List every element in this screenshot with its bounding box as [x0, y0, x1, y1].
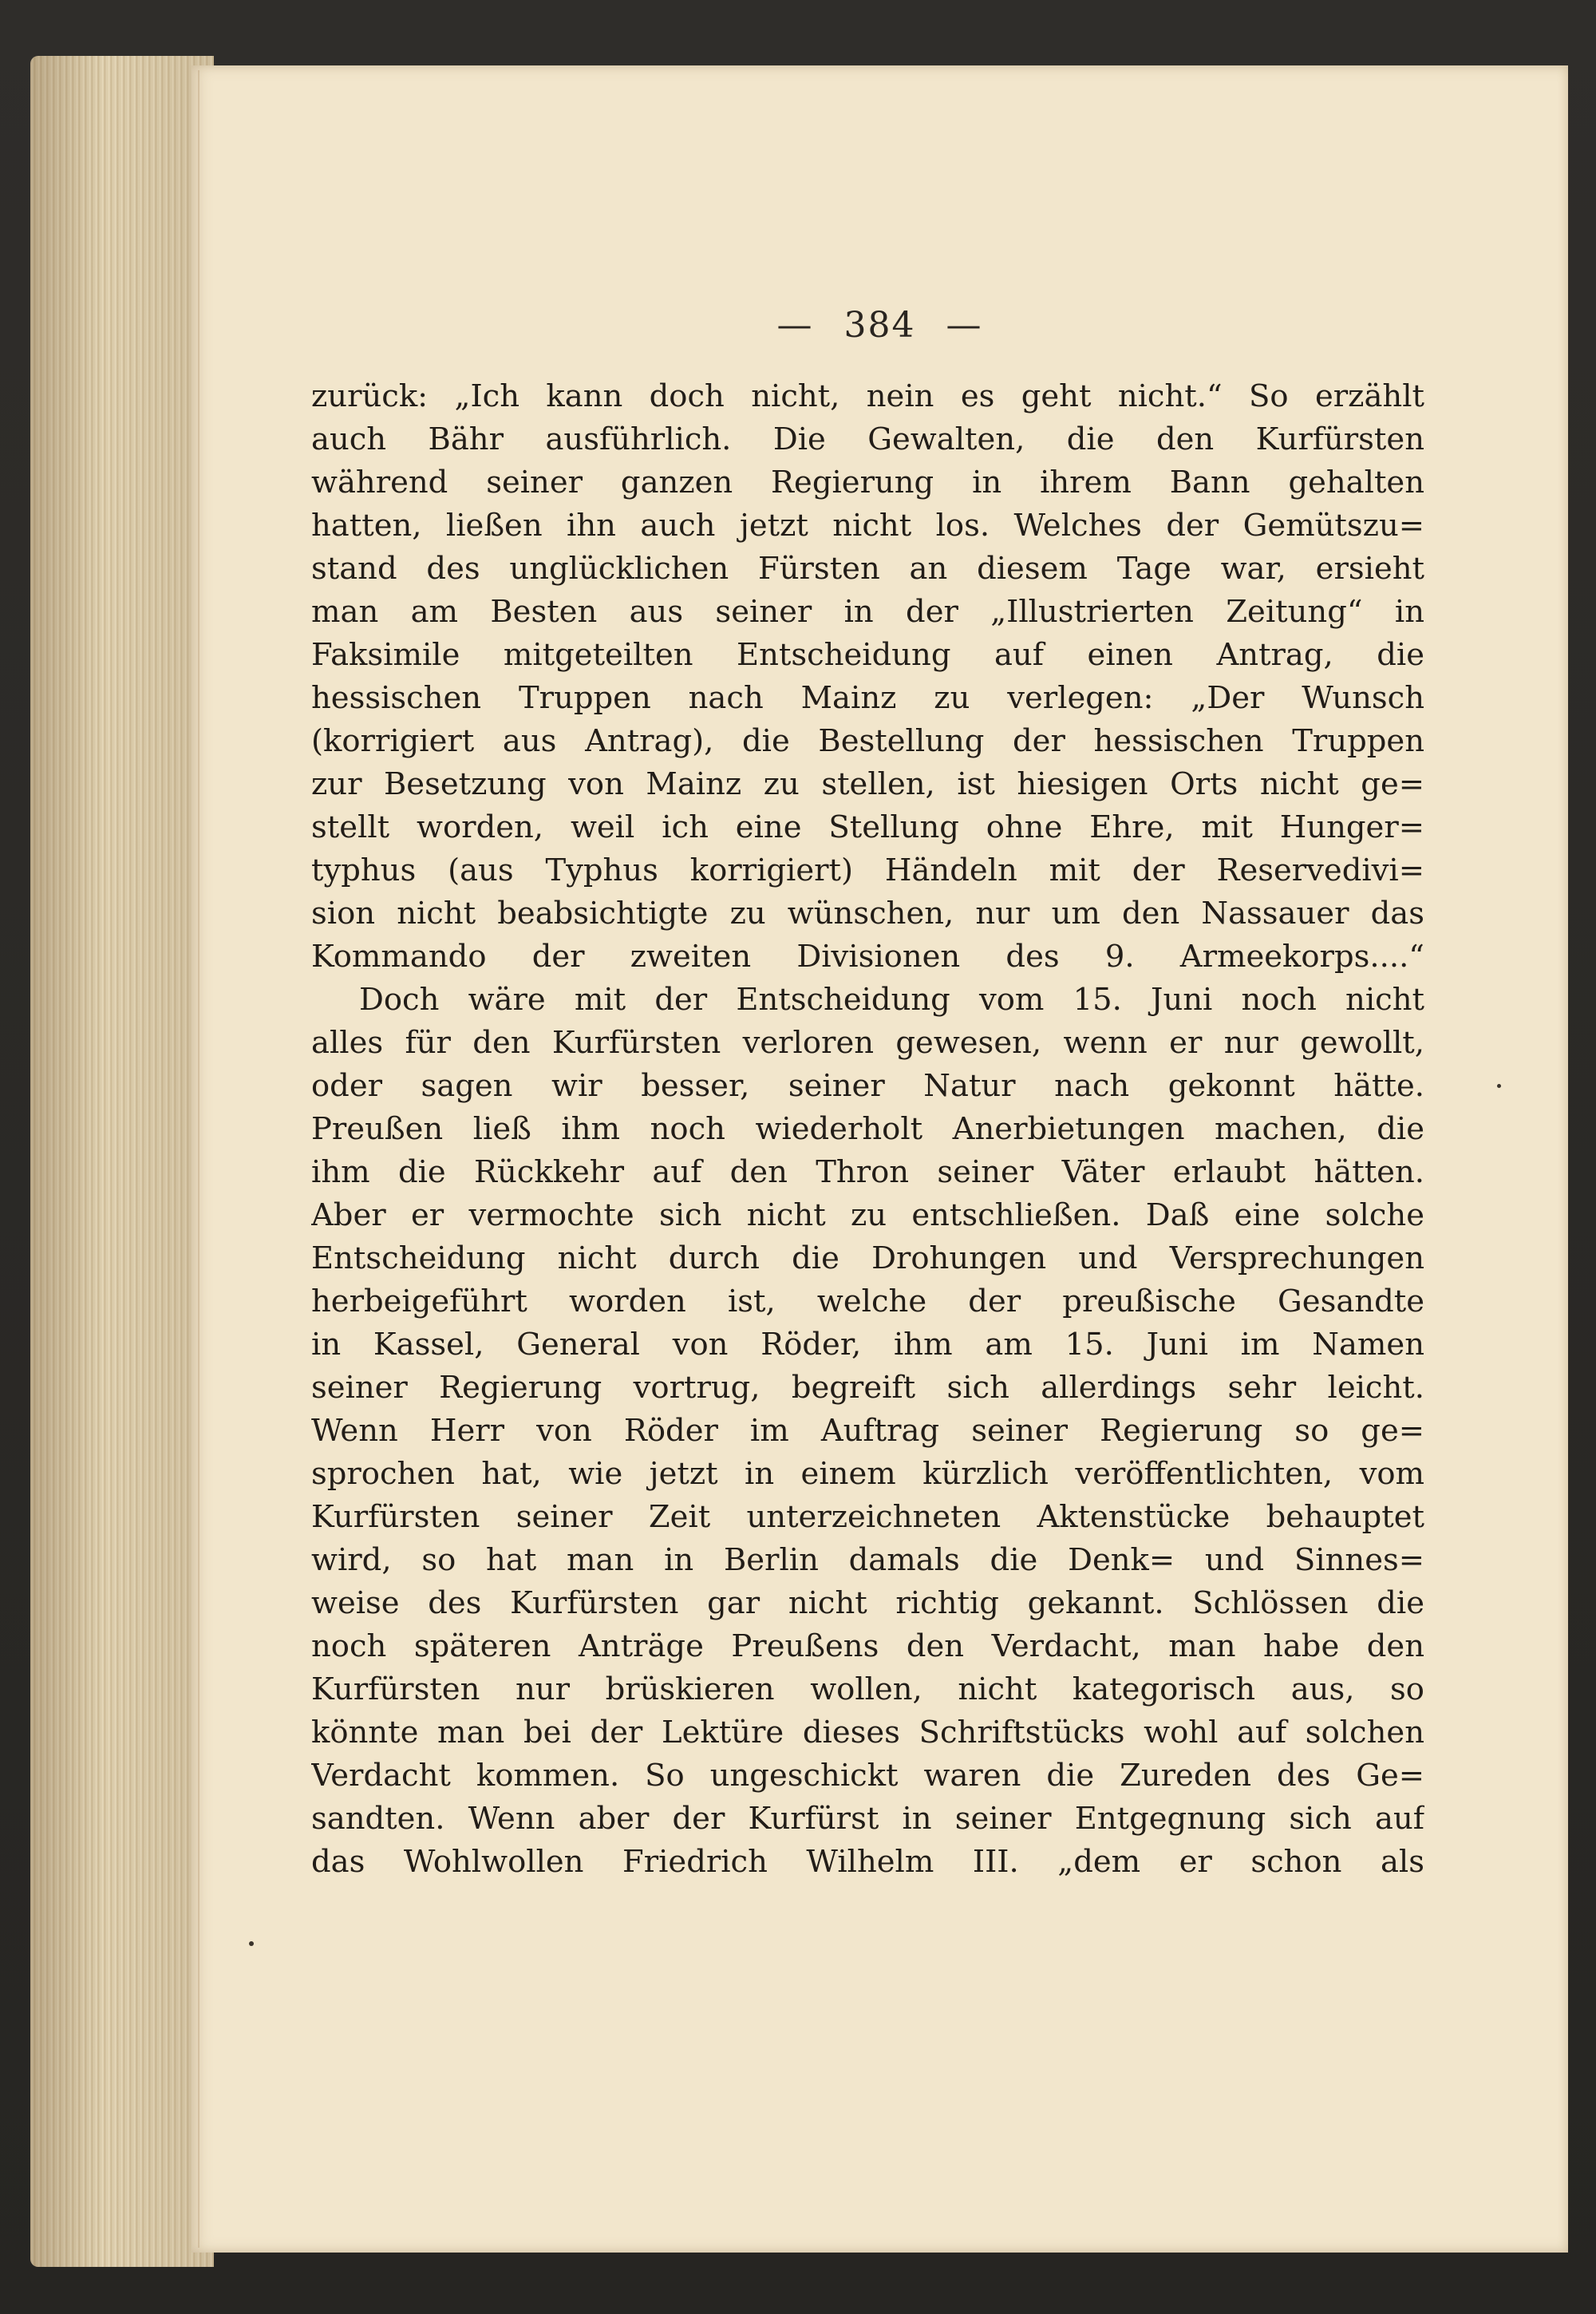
- text-line: Verdacht kommen. So ungeschickt waren die Zureden des Ge=: [311, 1758, 1424, 1794]
- text-line: Faksimile mitgeteilten Entscheidung auf einen Antrag, die: [311, 637, 1424, 673]
- text-line: ihm die Rückkehr auf den Thron seiner Väter erlaubt hätten.: [311, 1154, 1424, 1190]
- text-line: man am Besten aus seiner in der „Illustrierten Zeitung“ in: [311, 594, 1424, 630]
- text-line: Kurfürsten nur brüskieren wollen, nicht kategorisch aus, so: [311, 1671, 1424, 1707]
- text-line: Wenn Herr von Röder im Auftrag seiner Regierung so ge=: [311, 1413, 1424, 1449]
- text-line-paragraph-start: Doch wäre mit der Entscheidung vom 15. Juni noch nicht: [359, 982, 1424, 1018]
- text-line: alles für den Kurfürsten verloren gewesen, wenn er nur gewollt,: [311, 1025, 1424, 1061]
- text-line: hessischen Truppen nach Mainz zu verlegen: „Der Wunsch: [311, 680, 1424, 716]
- text-line: (korrigiert aus Antrag), die Bestellung der hessischen Truppen: [311, 723, 1424, 759]
- stacked-page-edges: [30, 56, 214, 2267]
- text-line: stellt worden, weil ich eine Stellung ohne Ehre, mit Hunger=: [311, 809, 1424, 845]
- page-number: 384: [843, 305, 916, 346]
- text-line: sandten. Wenn aber der Kurfürst in seiner Entgegnung sich auf: [311, 1801, 1424, 1837]
- text-line: könnte man bei der Lektüre dieses Schriftstücks wohl auf solchen: [311, 1715, 1424, 1750]
- text-line: auch Bähr ausführlich. Die Gewalten, die den Kurfürsten: [311, 421, 1424, 457]
- body-text: [311, 375, 1424, 1884]
- text-line: hatten, ließen ihn auch jetzt nicht los. Welches der Gemütszu=: [311, 508, 1424, 544]
- text-line: noch späteren Anträge Preußens den Verdacht, man habe den: [311, 1628, 1424, 1664]
- text-line: Kurfürsten seiner Zeit unterzeichneten Aktenstücke behauptet: [311, 1499, 1424, 1535]
- text-line: oder sagen wir besser, seiner Natur nach gekonnt hätte.: [311, 1068, 1424, 1104]
- text-line: wird, so hat man in Berlin damals die Denk= und Sinnes=: [311, 1542, 1424, 1578]
- text-line: weise des Kurfürsten gar nicht richtig gekannt. Schlössen die: [311, 1585, 1424, 1621]
- text-line: typhus (aus Typhus korrigiert) Händeln mit der Reservedivi=: [311, 852, 1424, 888]
- paper-speck: [249, 1941, 254, 1946]
- paper-speck: [1497, 1084, 1501, 1088]
- text-line: das Wohlwollen Friedrich Wilhelm III. „dem er schon als: [311, 1844, 1424, 1880]
- text-line: sprochen hat, wie jetzt in einem kürzlich veröffentlichten, vom: [311, 1456, 1424, 1492]
- text-line: Entscheidung nicht durch die Drohungen und Versprechungen: [311, 1240, 1424, 1276]
- page-number-dash-left: —: [776, 305, 814, 346]
- text-line: sion nicht beabsichtigte zu wünschen, nur um den Nassauer das: [311, 896, 1424, 932]
- page-number-header: [192, 305, 1568, 346]
- text-line: Kommando der zweiten Divisionen des 9. Armeekorps....“: [311, 939, 1424, 975]
- text-line: zur Besetzung von Mainz zu stellen, ist hiesigen Orts nicht ge=: [311, 766, 1424, 802]
- text-line: herbeigeführt worden ist, welche der preußische Gesandte: [311, 1284, 1424, 1319]
- text-line: Preußen ließ ihm noch wiederholt Anerbietungen machen, die: [311, 1111, 1424, 1147]
- text-line: in Kassel, General von Röder, ihm am 15. Juni im Namen: [311, 1327, 1424, 1363]
- text-line: seiner Regierung vortrug, begreift sich allerdings sehr leicht.: [311, 1370, 1424, 1406]
- page-number-dash-right: —: [946, 305, 983, 346]
- text-line: stand des unglücklichen Fürsten an diesem Tage war, ersieht: [311, 551, 1424, 587]
- text-line: Aber er vermochte sich nicht zu entschließen. Daß eine solche: [311, 1197, 1424, 1233]
- text-line: zurück: „Ich kann doch nicht, nein es geht nicht.“ So erzählt: [311, 378, 1424, 414]
- text-line: während seiner ganzen Regierung in ihrem Bann gehalten: [311, 465, 1424, 500]
